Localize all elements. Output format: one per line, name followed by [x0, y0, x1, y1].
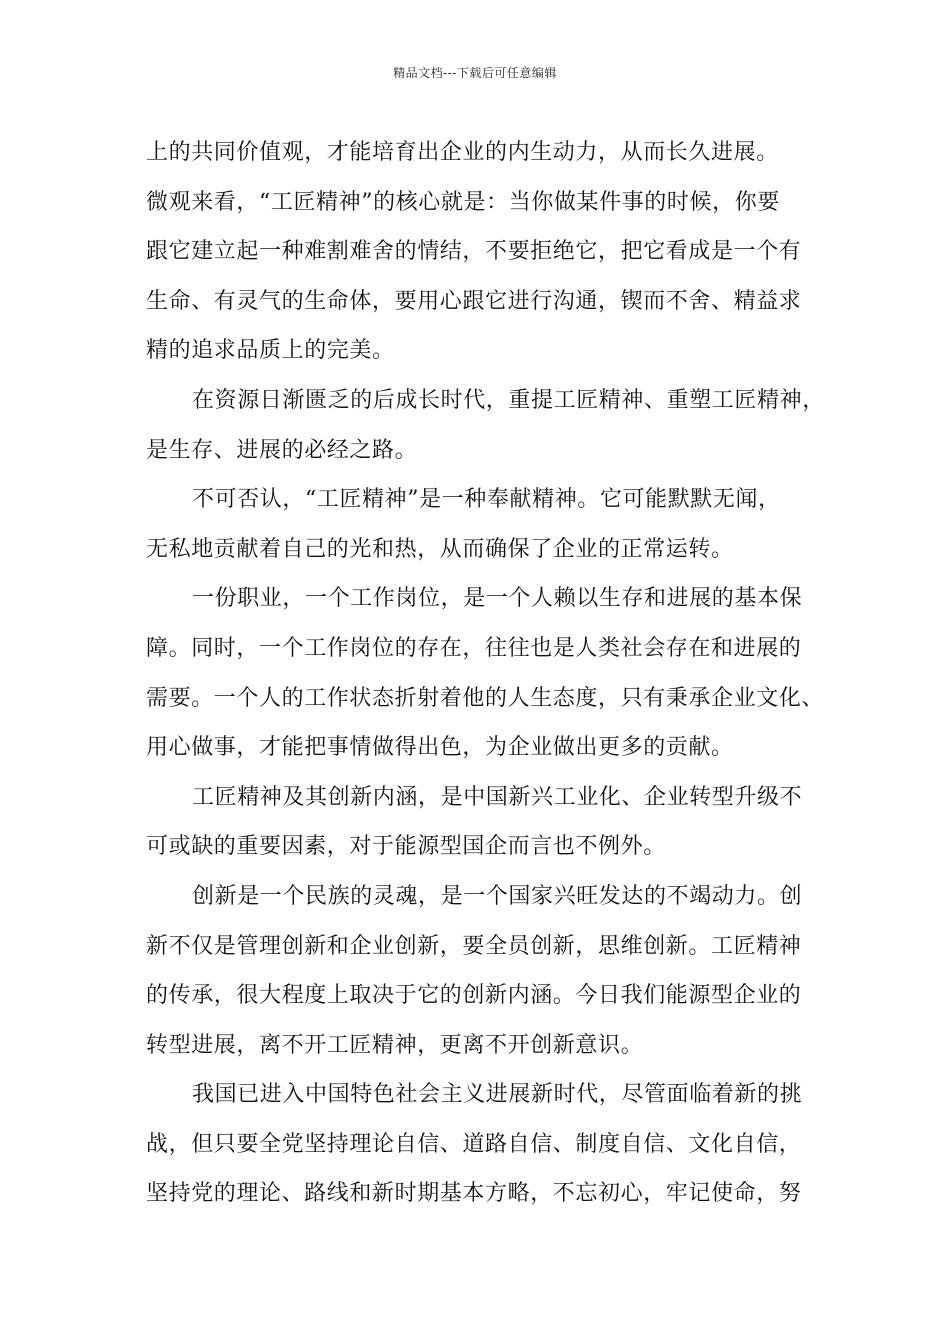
text-line: 生命、有灵气的生命体，要用心跟它进行沟通，锲而不舍、精益求 — [146, 288, 802, 314]
text-line: 可或缺的重要因素，对于能源型国企而言也不例外。 — [146, 834, 666, 860]
text-line: 坚持党的理论、路线和新时期基本方略，不忘初心，牢记使命，努 — [146, 1181, 802, 1207]
paragraph-first-line: 创新是一个民族的灵魂，是一个国家兴旺发达的不竭动力。创 — [192, 883, 803, 909]
text-line: 精的追求品质上的完美。 — [146, 338, 395, 364]
text-line: 是生存、进展的必经之路。 — [146, 437, 418, 463]
text-line: 战，但只要全党坚持理论自信、道路自信、制度自信、文化自信， — [146, 1131, 802, 1157]
document-body — [146, 128, 826, 1219]
text-line: 用心做事，才能把事情做得出色，为企业做出更多的贡献。 — [146, 735, 734, 761]
text-line: 需要。一个人的工作状态折射着他的人生态度，只有秉承企业文化、 — [146, 685, 825, 711]
paragraph-first-line: 不可否认，“工匠精神”是一种奉献精神。它可能默默无闻， — [192, 487, 781, 513]
text-line: 障。同时，一个工作岗位的存在，往往也是人类社会存在和进展的 — [146, 635, 802, 661]
text-line: 跟它建立起一种难割难舍的情结，不要拒绝它，把它看成是一个有 — [146, 239, 802, 265]
paragraph-first-line: 一份职业，一个工作岗位，是一个人赖以生存和进展的基本保 — [192, 586, 803, 612]
text-line: 上的共同价值观，才能培育出企业的内生动力，从而长久进展。 — [146, 140, 779, 165]
text-line: 无私地贡献着自己的光和热，从而确保了企业的正常运转。 — [146, 536, 734, 562]
paragraph-first-line: 我国已进入中国特色社会主义进展新时代，尽管面临着新的挑 — [192, 1082, 803, 1108]
paragraph-first-line: 在资源日渐匮乏的后成长时代，重提工匠精神、重塑工匠精神， — [192, 387, 825, 413]
paragraph-first-line: 工匠精神及其创新内涵，是中国新兴工业化、企业转型升级不 — [192, 784, 803, 810]
text-line: 新不仅是管理创新和企业创新，要全员创新，思维创新。工匠精神 — [146, 933, 802, 959]
text-line: 转型进展，离不开工匠精神，更离不开创新意识。 — [146, 1032, 644, 1058]
text-line: 的传承，很大程度上取决于它的创新内涵。今日我们能源型企业的 — [146, 983, 802, 1009]
text-line: 微观来看，“工匠精神”的核心就是：当你做某件事的时候，你要 — [146, 189, 780, 215]
page-header: 精品文档---下载后可任意编辑 — [393, 66, 557, 80]
